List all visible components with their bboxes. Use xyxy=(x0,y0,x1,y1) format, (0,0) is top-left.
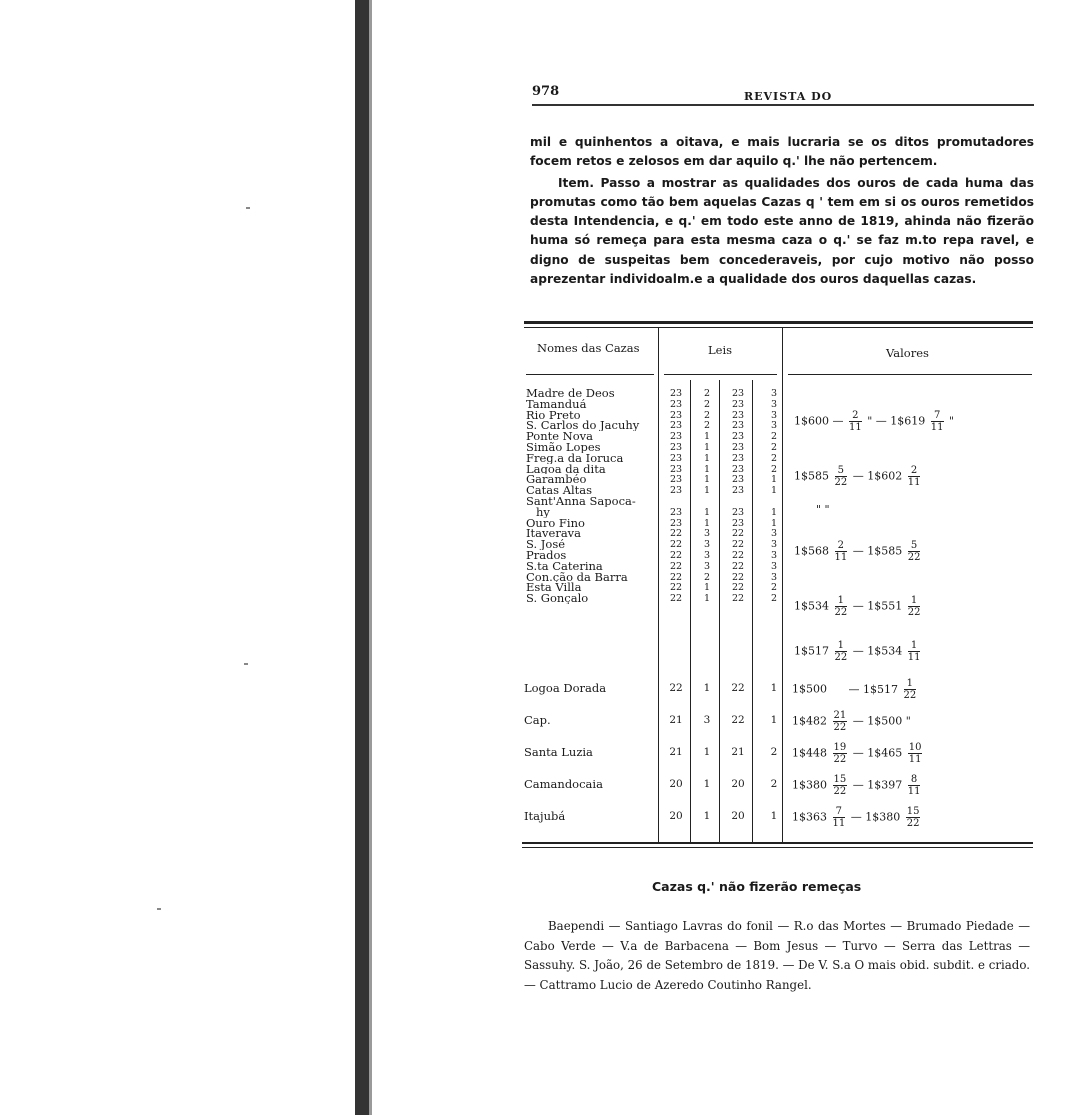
table-row: Con.ção da Barra xyxy=(526,571,628,583)
leis-cell: 3 xyxy=(703,539,711,551)
table-row: Simão Lopes xyxy=(526,441,601,453)
leis-cell: 23 xyxy=(731,474,745,486)
leis-cell: 23 xyxy=(669,388,683,399)
leis-cell: 23 xyxy=(731,463,745,475)
leis-cell: 1 xyxy=(703,452,711,464)
leis-cell: 23 xyxy=(669,398,683,410)
leis-cell: 1 xyxy=(703,582,711,594)
leis-cell: 2 xyxy=(703,420,711,432)
leis-cell: 22 xyxy=(669,560,683,572)
valor-group-2: 1$585 $\frac{5}{22}$ — 1$602 $\frac{2}{11}$ xyxy=(794,465,921,488)
table-top-rule xyxy=(524,321,1033,324)
leis-cell: 3 xyxy=(770,571,778,583)
footer-paragraph: Baependi — Santiago Lavras do fonil — R.o das Mortes — Brumado Piedade — Cabo Verde — V.a de Barbacena — Bom Jesus — Turvo — Serra das Lettras — Sassuhy. S. João, 26 de Setembro de 1819. — De V. S.a O mais obid. subdit. e criado. — Cattramo Lucio de Azeredo Coutinho Rangel. xyxy=(524,919,1030,992)
leis-cell: 2 xyxy=(703,571,711,583)
header-nomes: Nomes das Cazas xyxy=(537,341,640,355)
valor-group-3: 1$568 $\frac{2}{11}$ — 1$585 $\frac{5}{22}$ xyxy=(794,540,921,563)
column-divider xyxy=(752,380,753,842)
table-row: Lagoa da dita xyxy=(526,463,606,475)
leis-cell: 23 xyxy=(731,431,745,443)
scan-speck xyxy=(246,207,250,209)
leis-cell: 2 xyxy=(770,431,778,443)
leis-cell: 22 xyxy=(731,593,745,605)
table-bottom-rule xyxy=(522,842,1033,844)
leis-cell: 1 xyxy=(770,517,778,529)
table-row: Madre de Deos xyxy=(526,388,615,399)
leis-cell: 22 xyxy=(669,550,683,561)
leis-cell: 2 xyxy=(770,582,778,594)
leis-cell: 23 xyxy=(731,409,745,421)
leis-cell: 1 xyxy=(703,442,711,453)
table-row: Esta Villa xyxy=(526,582,582,594)
leis-cell: 1 xyxy=(703,506,711,518)
leis-cell: 1 xyxy=(703,485,711,497)
table-row: Itaverava xyxy=(526,528,582,540)
page-number: 978 xyxy=(532,84,560,99)
table-row: Logoa Dorada xyxy=(524,681,607,695)
leis-cell: 1 xyxy=(703,746,711,758)
table-row: Sant'Anna Sapoca- xyxy=(526,495,636,507)
valor-group-1: 1$600 — $\frac{2}{11}$ " — 1$619 $\frac{7}{11}$ " xyxy=(794,410,955,433)
leis-cell: 23 xyxy=(731,506,745,518)
leis-cell: 22 xyxy=(731,582,745,594)
leis-cell: 23 xyxy=(731,388,745,399)
table-top-rule-thin xyxy=(524,327,1033,328)
header-valores: Valores xyxy=(886,346,929,360)
table-row: Ponte Nova xyxy=(526,431,594,442)
leis-cell: 21 xyxy=(669,746,683,758)
leis-cell: 3 xyxy=(770,388,778,399)
leis-cell: 22 xyxy=(731,528,745,540)
leis-cell: 1 xyxy=(703,431,711,443)
leis-cell: 23 xyxy=(669,409,683,421)
header-rule xyxy=(532,104,1034,106)
leis-cell: 1 xyxy=(703,778,711,790)
table-row: Camandocaia xyxy=(524,777,603,791)
leis-cell: 1 xyxy=(770,474,778,486)
page-gutter-shadow xyxy=(355,0,369,1115)
table-row: Tamanduá xyxy=(526,398,587,410)
leis-cell: 2 xyxy=(770,778,778,790)
table-row: S. José xyxy=(526,539,566,550)
leis-cell: 1 xyxy=(770,485,778,497)
leis-cell: 1 xyxy=(703,682,711,694)
valor-single-3: 1$448 $\frac{19}{22}$ — 1$465 $\frac{10}{11}$ xyxy=(792,742,922,765)
leis-cell: 22 xyxy=(731,560,745,572)
paragraph-2: Item. Passo a mostrar as qualidades dos ouros de cada huma das promutas como tão bem aquelas Cazas q ' tem em si os ouros remetidos desta Intendencia, e q.' em todo este anno de 1819, ahinda não fizerão huma só remeça para esta mesma caza o q.' se faz m.to repa ravel, e digno de suspeitas bem concederaveis, por cujo motivo não posso aprezentar individoalm.e a qualidade dos ouros daquellas cazas. xyxy=(530,175,1034,287)
leis-cell: 22 xyxy=(731,539,745,551)
leis-cell: 22 xyxy=(669,571,683,583)
table-header-rule xyxy=(664,374,777,375)
leis-cell: 22 xyxy=(731,571,745,583)
leis-cell: 22 xyxy=(731,682,745,694)
table-row: S. Carlos do Jacuhy xyxy=(526,420,640,432)
leis-cell: 2 xyxy=(770,442,778,453)
table-row: Catas Altas xyxy=(526,485,593,496)
table-row: Prados xyxy=(526,549,567,561)
leis-cell: 22 xyxy=(669,539,683,551)
body-text xyxy=(530,133,1034,289)
leis-cell: 23 xyxy=(731,398,745,410)
leis-cell: 23 xyxy=(669,442,683,453)
section-title: Cazas q.' não fizerão remeças xyxy=(652,879,862,894)
leis-cell: 3 xyxy=(770,560,778,572)
leis-cell: 1 xyxy=(770,714,778,726)
leis-cell: 2 xyxy=(703,409,711,421)
table-header-rule xyxy=(788,374,1032,375)
table-header-rule xyxy=(526,374,654,375)
leis-cell: 2 xyxy=(770,593,778,605)
leis-cell: 1 xyxy=(703,593,711,605)
leis-cell: 23 xyxy=(669,463,683,475)
valor-single-2: 1$482 $\frac{21}{22}$ — 1$500 " xyxy=(792,710,911,733)
table-row: Santa Luzia xyxy=(524,745,593,759)
table-row: S.ta Caterina xyxy=(526,560,603,572)
leis-cell: 23 xyxy=(669,517,683,529)
column-divider xyxy=(658,328,659,842)
table-bottom-rule-thin xyxy=(522,847,1033,848)
header-leis: Leis xyxy=(708,343,733,357)
leis-cell: 1 xyxy=(770,810,778,822)
paragraph-1: mil e quinhentos a oitava, e mais lucraria se os ditos promutadores focem retos e zelosos em dar aquilo q.' lhe não pertencem. xyxy=(530,135,1034,169)
leis-cell: 1 xyxy=(703,517,711,529)
leis-cell: 3 xyxy=(770,528,778,540)
page-gutter-edge xyxy=(369,0,372,1115)
valor-single-4: 1$380 $\frac{15}{22}$ — 1$397 $\frac{8}{11}$ xyxy=(792,774,921,797)
leis-cell: 23 xyxy=(669,485,683,497)
scan-speck xyxy=(157,908,161,910)
table-row: Freg.a da Ioruca xyxy=(526,452,624,464)
leis-cell: 2 xyxy=(770,463,778,475)
leis-cell: 1 xyxy=(703,810,711,822)
valor-ditto: " " xyxy=(816,503,830,516)
leis-cell: 2 xyxy=(770,746,778,758)
leis-cell: 22 xyxy=(669,593,683,605)
leis-cell: 3 xyxy=(770,539,778,551)
leis-cell: 3 xyxy=(770,409,778,421)
table-row: hy xyxy=(536,506,550,518)
valor-group-4: 1$534 $\frac{1}{22}$ — 1$551 $\frac{1}{22}$ xyxy=(794,595,921,618)
leis-cell: 20 xyxy=(669,778,683,790)
footer-text xyxy=(524,917,1030,995)
valor-group-5: 1$517 $\frac{1}{22}$ — 1$534 $\frac{1}{11}$ xyxy=(794,640,921,663)
leis-cell: 22 xyxy=(731,550,745,561)
leis-cell: 3 xyxy=(770,398,778,410)
column-divider xyxy=(782,328,783,842)
names-block xyxy=(526,388,658,604)
leis-cell: 2 xyxy=(770,452,778,464)
leis-cell: 1 xyxy=(770,682,778,694)
leis-cell: 23 xyxy=(731,452,745,464)
leis-cell: 22 xyxy=(669,682,683,694)
leis-cell: 23 xyxy=(669,431,683,443)
leis-cell: 3 xyxy=(770,550,778,561)
column-divider xyxy=(719,380,720,842)
leis-cell: 3 xyxy=(703,560,711,572)
leis-cell: 23 xyxy=(731,420,745,432)
leis-cell: 2 xyxy=(703,398,711,410)
leis-cell: 3 xyxy=(703,714,711,726)
leis-cell: 1 xyxy=(770,506,778,518)
leis-cell: 22 xyxy=(731,714,745,726)
page-header xyxy=(532,80,1032,102)
table-row: Itajubá xyxy=(524,809,566,823)
table-row: S. Gonçalo xyxy=(526,593,589,604)
valor-single-5: 1$363 $\frac{7}{11}$ — 1$380 $\frac{15}{22}$ xyxy=(792,806,920,829)
leis-cell: 1 xyxy=(703,474,711,486)
leis-cell: 3 xyxy=(703,528,711,540)
table-row: Ouro Fino xyxy=(526,517,585,529)
leis-cell: 23 xyxy=(731,442,745,453)
leis-cell: 22 xyxy=(669,528,683,540)
leis-cell: 20 xyxy=(731,778,745,790)
leis-cell: 23 xyxy=(669,420,683,432)
leis-cell: 1 xyxy=(703,463,711,475)
column-divider xyxy=(690,380,691,842)
leis-cell: 2 xyxy=(703,388,711,399)
table-row: Cap. xyxy=(524,713,551,727)
leis-cell: 22 xyxy=(669,582,683,594)
leis-cell: 21 xyxy=(669,714,683,726)
leis-cell: 23 xyxy=(669,452,683,464)
running-title: REVISTA DO xyxy=(744,90,833,103)
table-row: Rio Preto xyxy=(526,409,581,421)
leis-cell: 3 xyxy=(703,550,711,561)
leis-cell: 20 xyxy=(669,810,683,822)
leis-cell: 23 xyxy=(669,506,683,518)
leis-cell: 23 xyxy=(731,517,745,529)
leis-cell: 23 xyxy=(731,485,745,497)
leis-cell: 20 xyxy=(731,810,745,822)
table-row: Garambéo xyxy=(526,474,587,486)
scan-speck xyxy=(244,663,248,665)
valor-single-1: 1$500 — 1$517 $\frac{1}{22}$ xyxy=(792,678,917,701)
leis-cell: 23 xyxy=(669,474,683,486)
leis-cell: 21 xyxy=(731,746,745,758)
leis-cell: 3 xyxy=(770,420,778,432)
